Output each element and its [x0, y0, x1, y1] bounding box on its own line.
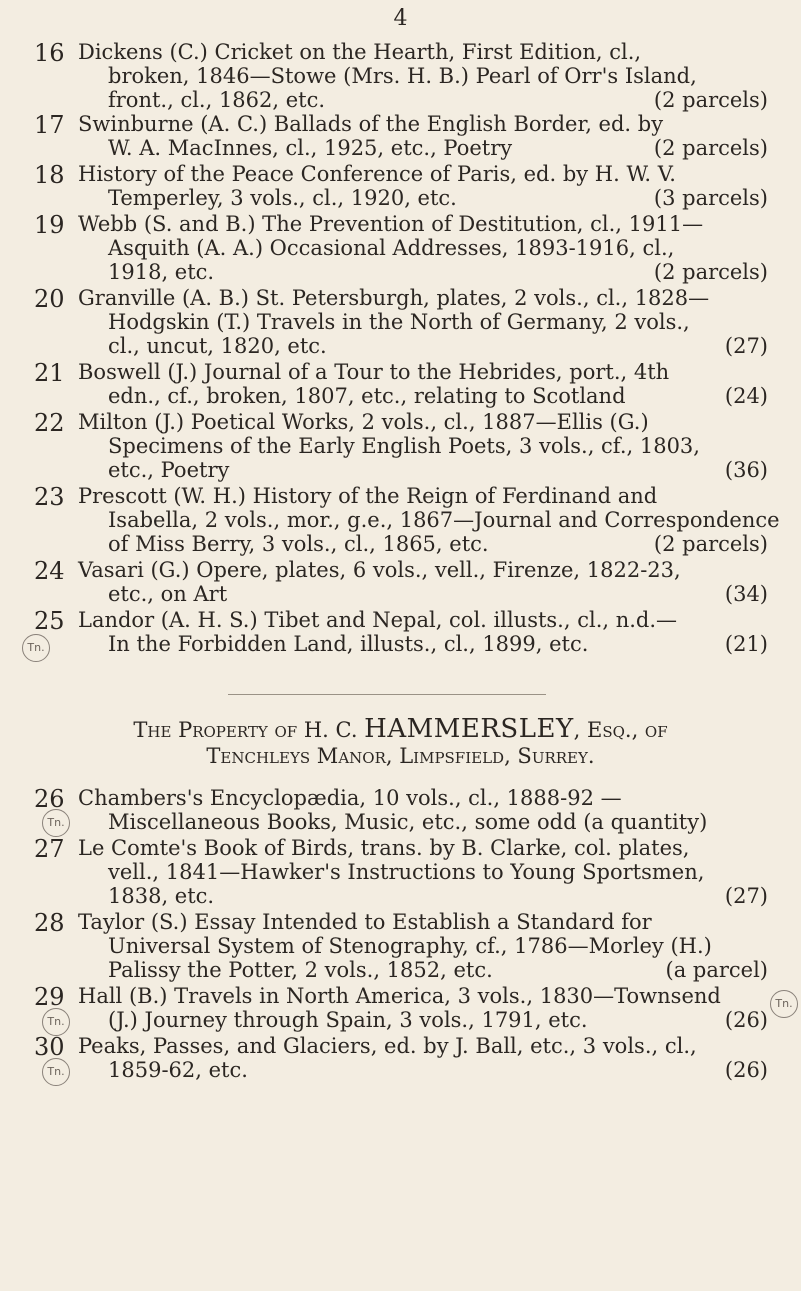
lot-line	[78, 458, 768, 482]
lot-description	[78, 984, 768, 1032]
stamp-mark: Tn.	[770, 990, 798, 1018]
lot-line: Prescott (W. H.) History of the Reign of Ferdinand and	[78, 484, 658, 508]
lot-number: 25	[34, 607, 65, 635]
lot-quantity: (34)	[724, 582, 768, 606]
heading-line-1	[0, 716, 801, 743]
lot-quantity: (2 parcels)	[653, 88, 768, 112]
lot-line-text: Temperley, 3 vols., cl., 1920, etc.	[108, 186, 457, 210]
lot-line: Hall (B.) Travels in North America, 3 vols., 1830—Townsend	[78, 984, 721, 1008]
lot-line-text: 1838, etc.	[108, 884, 215, 908]
lot-description	[78, 558, 768, 606]
lot-line	[78, 1008, 768, 1032]
stamp-mark: Tn.	[42, 1008, 70, 1036]
lot-line	[78, 88, 768, 112]
lot-line: Milton (J.) Poetical Works, 2 vols., cl., 1887—Ellis (G.)	[78, 410, 649, 434]
lot-line: Swinburne (A. C.) Ballads of the English Border, ed. by	[78, 112, 664, 136]
lot-line: Webb (S. and B.) The Prevention of Destitution, cl., 1911—	[78, 212, 704, 236]
lot-line: vell., 1841—Hawker's Instructions to Young Sportsmen,	[108, 860, 705, 884]
heading-line-2: Tenchleys Manor, Limpsfield, Surrey.	[206, 744, 595, 768]
lot-description	[78, 410, 768, 482]
lot-quantity: (3 parcels)	[653, 186, 768, 210]
lot-line	[78, 532, 768, 556]
lot-number: 28	[34, 909, 65, 937]
stamp-mark: Tn.	[42, 809, 70, 837]
lot-line-text: etc., Poetry	[108, 458, 230, 482]
lot-line	[78, 958, 768, 982]
lot-line: Boswell (J.) Journal of a Tour to the Hebrides, port., 4th	[78, 360, 670, 384]
lot-description	[78, 910, 768, 982]
lot-description	[78, 360, 768, 408]
lot-number: 18	[34, 161, 65, 189]
lot-line: Landor (A. H. S.) Tibet and Nepal, col. illusts., cl., n.d.—	[78, 608, 678, 632]
lot-line-text: edn., cf., broken, 1807, etc., relating to Scotland	[108, 384, 626, 408]
lot-description	[78, 112, 768, 160]
lot-line-text: (J.) Journey through Spain, 3 vols., 1791, etc.	[108, 1008, 588, 1032]
lot-line: Taylor (S.) Essay Intended to Establish a Standard for	[78, 910, 652, 934]
lot-line-text: of Miss Berry, 3 vols., cl., 1865, etc.	[108, 532, 489, 556]
owner-name: HAMMERSLEY	[364, 714, 574, 744]
lot-number: 26	[34, 785, 65, 813]
lot-line	[78, 260, 768, 284]
lot-line-text: etc., on Art	[108, 582, 228, 606]
lot-quantity: (26)	[724, 1008, 768, 1032]
lot-line-text: In the Forbidden Land, illusts., cl., 1899, etc.	[108, 632, 589, 656]
lot-number: 16	[34, 39, 65, 67]
lot-line	[78, 582, 768, 606]
stamp-mark: Tn.	[42, 1058, 70, 1086]
lot-description	[78, 608, 768, 656]
lot-description	[78, 162, 768, 210]
lot-line: Peaks, Passes, and Glaciers, ed. by J. Ball, etc., 3 vols., cl.,	[78, 1034, 697, 1058]
lot-number: 19	[34, 211, 65, 239]
lot-line	[78, 334, 768, 358]
lot-line	[78, 384, 768, 408]
page-number: 4	[393, 6, 408, 31]
lot-line	[78, 884, 768, 908]
lot-line: History of the Peace Conference of Paris, ed. by H. W. V.	[78, 162, 676, 186]
lot-line: Specimens of the Early English Poets, 3 vols., cf., 1803,	[108, 434, 700, 458]
lot-number: 24	[34, 557, 65, 585]
lot-number: 23	[34, 483, 65, 511]
lot-line: Vasari (G.) Opere, plates, 6 vols., vell., Firenze, 1822-23,	[78, 558, 681, 582]
lot-quantity: (36)	[724, 458, 768, 482]
lot-line: Le Comte's Book of Birds, trans. by B. Clarke, col. plates,	[78, 836, 690, 860]
lot-quantity: (21)	[724, 632, 768, 656]
lot-line: Hodgskin (T.) Travels in the North of Germany, 2 vols.,	[108, 310, 690, 334]
heading-prefix: The Property of H. C.	[133, 718, 365, 742]
lot-quantity: (24)	[724, 384, 768, 408]
lot-line: Miscellaneous Books, Music, etc., some odd (a quantity)	[108, 810, 708, 834]
lot-line: broken, 1846—Stowe (Mrs. H. B.) Pearl of Orr's Island,	[108, 64, 697, 88]
lot-quantity: (2 parcels)	[653, 136, 768, 160]
lot-number: 27	[34, 835, 65, 863]
lot-description	[78, 286, 768, 358]
lot-line: Universal System of Stenography, cf., 1786—Morley (H.)	[108, 934, 712, 958]
lot-quantity: (2 parcels)	[653, 532, 768, 556]
lot-description	[78, 40, 768, 112]
stamp-mark: Tn.	[22, 634, 50, 662]
lot-line-text: front., cl., 1862, etc.	[108, 88, 326, 112]
section-heading	[0, 716, 801, 769]
lot-quantity: (27)	[724, 884, 768, 908]
lot-line: Asquith (A. A.) Occasional Addresses, 1893-1916, cl.,	[108, 236, 675, 260]
section-divider	[228, 694, 546, 695]
lot-number: 17	[34, 111, 65, 139]
lot-line-text: W. A. MacInnes, cl., 1925, etc., Poetry	[108, 136, 513, 160]
lot-description	[78, 484, 780, 556]
lot-number: 29	[34, 983, 65, 1011]
lot-line	[78, 1058, 768, 1082]
lot-line: Dickens (C.) Cricket on the Hearth, First Edition, cl.,	[78, 40, 642, 64]
lot-line: Granville (A. B.) St. Petersburgh, plates, 2 vols., cl., 1828—	[78, 286, 710, 310]
lot-description	[78, 786, 768, 834]
heading-suffix: , Esq., of	[573, 718, 668, 742]
lot-quantity: (26)	[724, 1058, 768, 1082]
lot-line-text: 1918, etc.	[108, 260, 215, 284]
lot-quantity: (2 parcels)	[653, 260, 768, 284]
lot-quantity: (a parcel)	[665, 958, 768, 982]
lot-line	[78, 136, 768, 160]
lot-number: 21	[34, 359, 65, 387]
lot-line	[78, 186, 768, 210]
lot-description	[78, 212, 768, 284]
lot-line-text: cl., uncut, 1820, etc.	[108, 334, 327, 358]
lot-line: Chambers's Encyclopædia, 10 vols., cl., 1888-92 —	[78, 786, 622, 810]
lot-line-text: 1859-62, etc.	[108, 1058, 248, 1082]
lot-number: 20	[34, 285, 65, 313]
lot-line-text: Palissy the Potter, 2 vols., 1852, etc.	[108, 958, 493, 982]
lot-line	[78, 632, 768, 656]
lot-description	[78, 836, 768, 908]
lot-quantity: (27)	[724, 334, 768, 358]
lot-line: Isabella, 2 vols., mor., g.e., 1867—Journal and Correspondence	[108, 508, 780, 532]
lot-number: 22	[34, 409, 65, 437]
lot-description	[78, 1034, 768, 1082]
lot-number: 30	[34, 1033, 65, 1061]
